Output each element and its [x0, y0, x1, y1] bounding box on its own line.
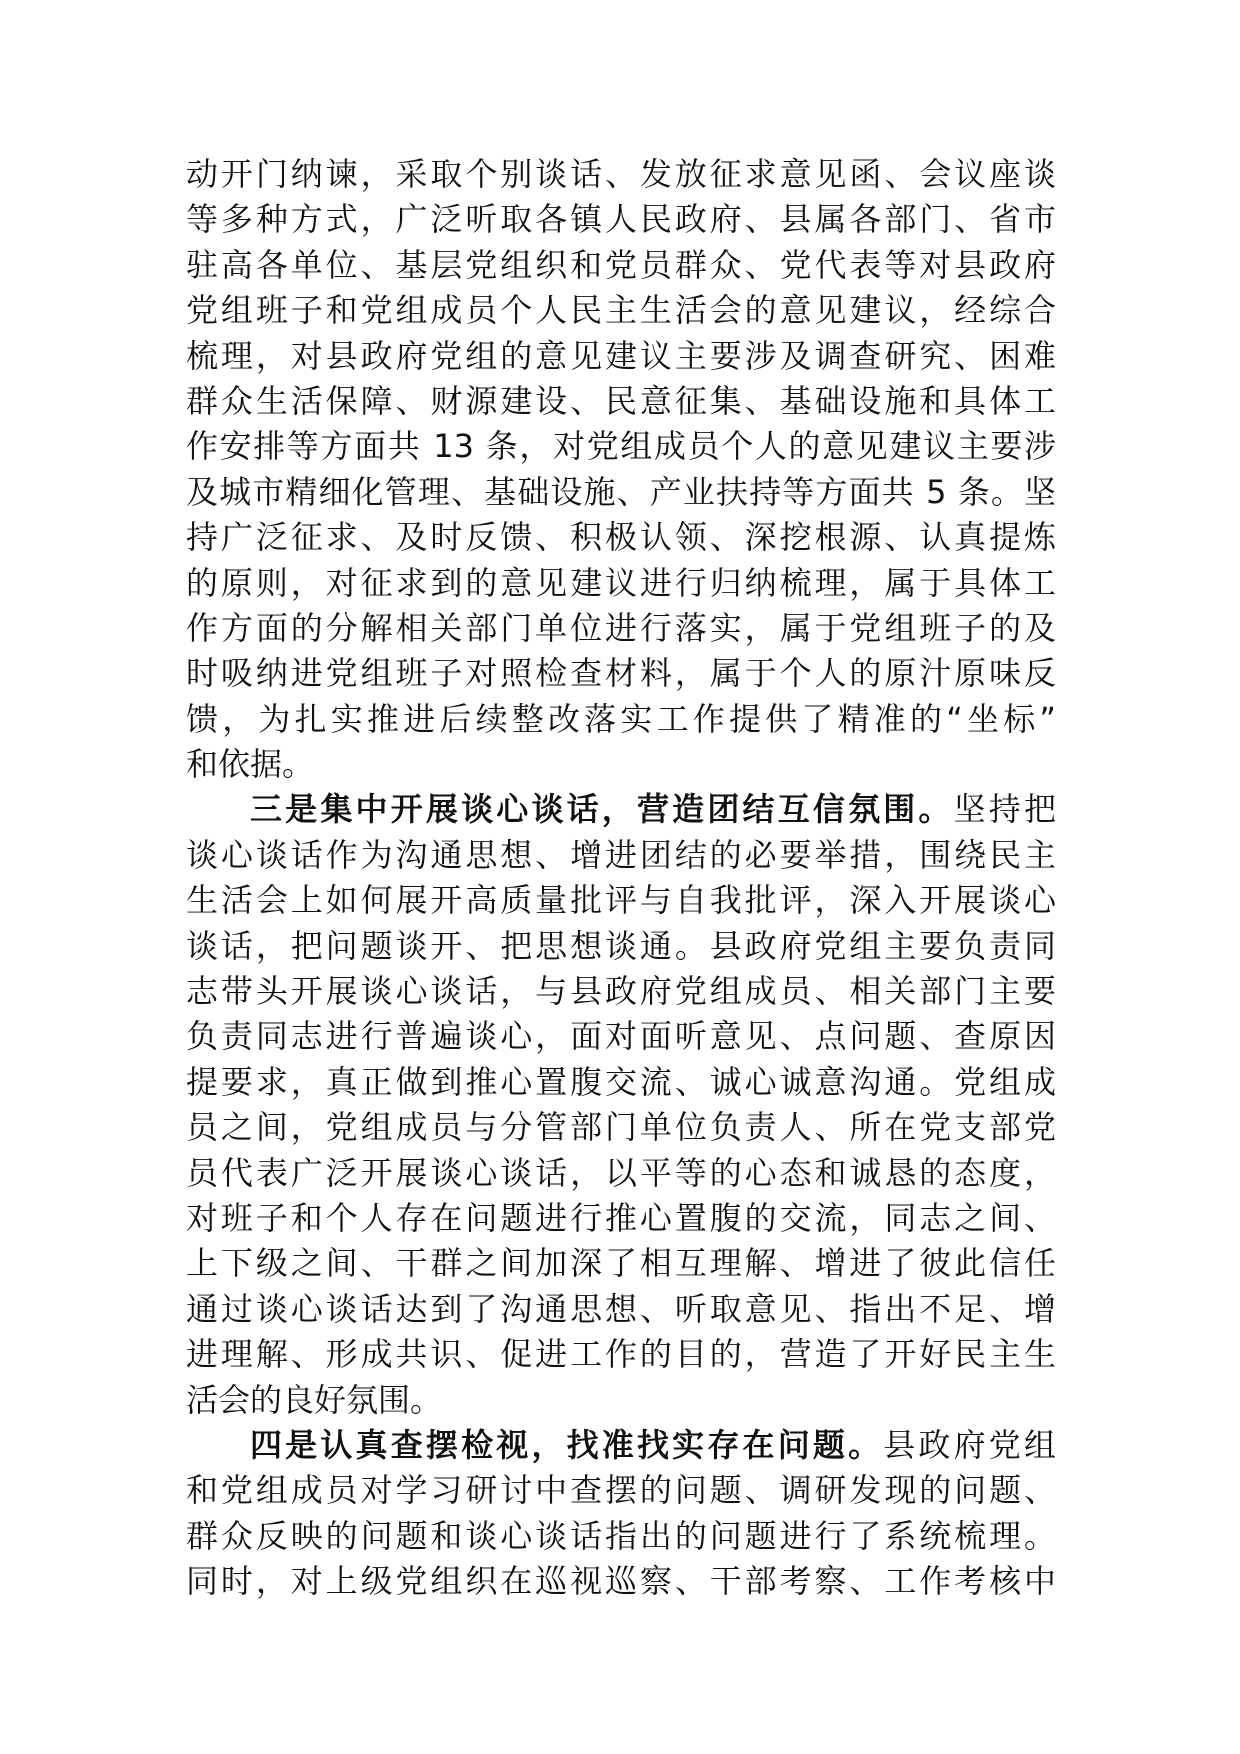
text-line: 动开门纳谏，采取个别谈话、发放征求意见函、会议座谈: [186, 155, 1056, 193]
text-line: 群众生活保障、财源建设、民意征集、基础设施和具体工: [186, 381, 1056, 420]
text-line: 的原则，对征求到的意见建议进行归纳梳理，属于具体工: [186, 563, 1056, 602]
text-line: 持广泛征求、及时反馈、积极认领、深挖根源、认真提炼: [186, 518, 1056, 557]
text-line: 提要求，真正做到推心置腹交流、诚心诚意沟通。党组成: [186, 1062, 1056, 1101]
paragraph-opinion-collection: [186, 152, 1056, 787]
text-line: 活会的良好氛围。: [186, 1380, 443, 1419]
text-line: 志带头开展谈心谈话，与县政府党组成员、相关部门主要: [186, 972, 1056, 1011]
text-line: 对班子和个人存在问题进行推心置腹的交流，同志之间、: [186, 1198, 1056, 1237]
text-line: 馈，为扎实推进后续整改落实工作提供了精准的“坐标”: [186, 699, 1056, 738]
paragraph-first-line: [186, 787, 1056, 832]
paragraph-lead-heading: 四是认真查摆检视，找准找实存在问题。: [250, 1425, 884, 1464]
text-line: 时吸纳进党组班子对照检查材料，属于个人的原汁原味反: [186, 654, 1056, 693]
text-line: 作方面的分解相关部门单位进行落实，属于党组班子的及: [186, 608, 1056, 647]
text-line: 群众反映的问题和谈心谈话指出的问题进行了系统梳理。: [186, 1516, 1056, 1555]
document-body: [186, 152, 1056, 1605]
paragraph-lead-heading: 三是集中开展谈心谈话，营造团结互信氛围。: [250, 790, 954, 829]
paragraph-problem-review: [186, 1423, 1056, 1605]
text-line: 和党组成员对学习研讨中查摆的问题、调研发现的问题、: [186, 1471, 1056, 1510]
text-line: 驻高各单位、基层党组织和党员群众、党代表等对县政府: [186, 245, 1056, 284]
text-line: 进理解、形成共识、促进工作的目的，营造了开好民主生: [186, 1335, 1056, 1374]
paragraph-lead-rest: 坚持把: [953, 790, 1056, 829]
text-line: 上下级之间、干群之间加深了相互理解、增进了彼此信任: [186, 1244, 1056, 1283]
text-line: 谈话，把问题谈开、把思想谈通。县政府党组主要负责同: [186, 926, 1056, 965]
paragraph-heart-to-heart-talks: [186, 787, 1056, 1422]
text-line: 员之间，党组成员与分管部门单位负责人、所在党支部党: [186, 1108, 1056, 1147]
text-line: 梳理，对县政府党组的意见建议主要涉及调查研究、困难: [186, 336, 1056, 375]
text-line: 党组班子和党组成员个人民主生活会的意见建议，经综合: [186, 291, 1056, 330]
text-line: 及城市精细化管理、基础设施、产业扶持等方面共 5 条。坚: [186, 472, 1056, 511]
text-line: 作安排等方面共 13 条，对党组成员个人的意见建议主要涉: [186, 427, 1056, 466]
text-line: 通过谈心谈话达到了沟通思想、听取意见、指出不足、增: [186, 1289, 1056, 1328]
text-line: 负责同志进行普遍谈心，面对面听意见、点问题、查原因: [186, 1017, 1056, 1056]
text-line: 等多种方式，广泛听取各镇人民政府、县属各部门、省市: [186, 200, 1056, 239]
text-line: 生活会上如何展开高质量批评与自我批评，深入开展谈心: [186, 881, 1056, 920]
paragraph-first-line: [186, 1423, 1056, 1468]
text-line: 和依据。: [186, 745, 315, 784]
paragraph-lead-rest: 县政府党组: [883, 1425, 1056, 1464]
text-line: 谈心谈话作为沟通思想、增进团结的必要举措，围绕民主: [186, 835, 1056, 874]
text-line: 同时，对上级党组织在巡视巡察、干部考察、工作考核中: [186, 1562, 1056, 1601]
text-line: 员代表广泛开展谈心谈话，以平等的心态和诚恳的态度，: [186, 1153, 1056, 1192]
